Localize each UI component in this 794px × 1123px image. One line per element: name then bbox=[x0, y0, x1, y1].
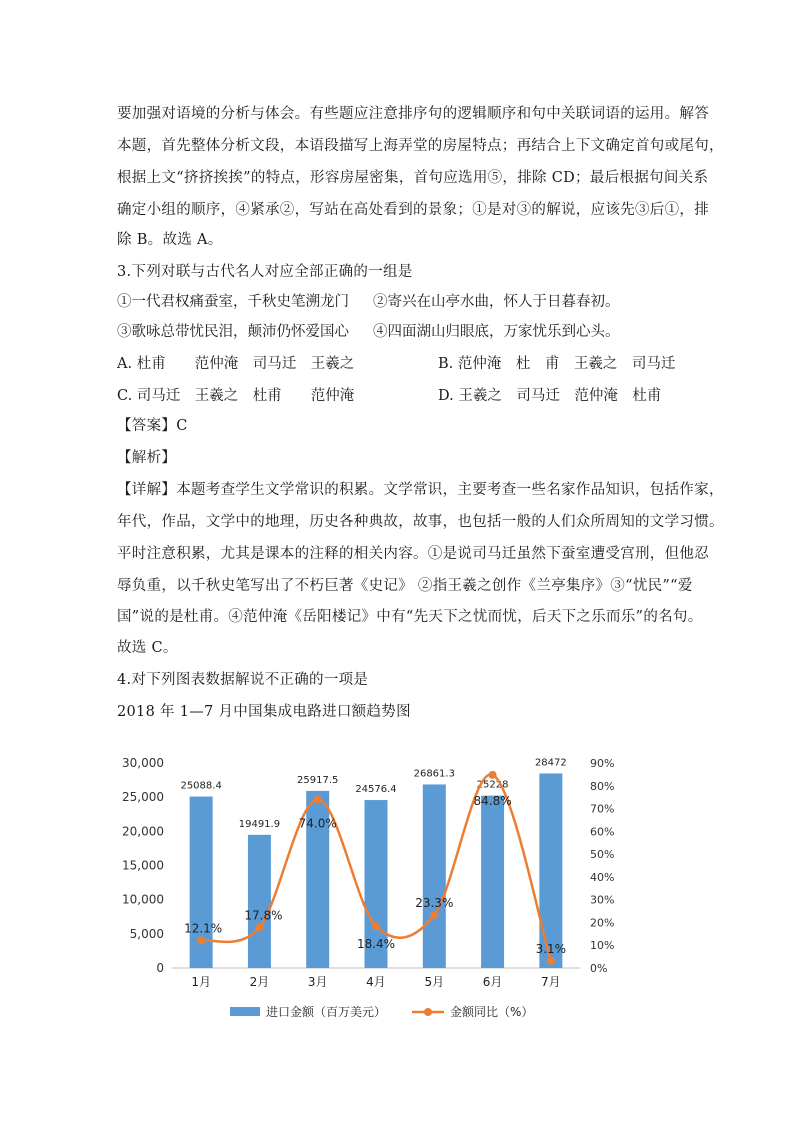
legend-bar-label: 进口金额（百万美元） bbox=[266, 1005, 387, 1019]
couplet-item: ②寄兴在山亭水曲，怀人于日暮春初。 bbox=[373, 294, 620, 310]
bar bbox=[248, 835, 271, 968]
couplet-item: ③歌咏总带忧民泪，颠沛仍怀爱国心 bbox=[117, 324, 349, 340]
option-d: D. 王羲之 司马迁 范仲淹 杜甫 bbox=[438, 388, 662, 404]
analysis-label: 【解析】 bbox=[117, 450, 177, 466]
x-axis-tick-label: 1月 bbox=[191, 975, 211, 989]
yoy-point bbox=[197, 936, 205, 944]
x-axis-tick-label: 4月 bbox=[366, 975, 386, 989]
yoy-point bbox=[372, 922, 380, 930]
detail-line: 【详解】本题考查学生文学常识的积累。文学常识，主要考查一些名家作品知识，包括作家， bbox=[117, 482, 724, 498]
right-axis-tick-label: 30% bbox=[590, 893, 615, 907]
couplet-item: ①一代君权痛蚕室，千秋史笔溯龙门 bbox=[117, 294, 349, 310]
bar bbox=[539, 773, 562, 968]
right-axis-tick-label: 60% bbox=[590, 825, 615, 839]
bar bbox=[481, 796, 504, 968]
chart-caption: 2018 年 1—7 月中国集成电路进口额趋势图 bbox=[117, 704, 411, 720]
bar-data-label: 26861.3 bbox=[413, 768, 455, 780]
yoy-data-label: 74.0% bbox=[298, 816, 337, 831]
left-axis-tick-label: 10,000 bbox=[122, 892, 164, 907]
couplet-item: ④四面湖山归眼底，万家忧乐到心头。 bbox=[373, 324, 620, 340]
bar-data-label: 19491.9 bbox=[238, 818, 281, 830]
question-title: 3.下列对联与古代名人对应全部正确的一组是 bbox=[117, 264, 413, 280]
bar bbox=[423, 784, 446, 968]
left-axis-tick-label: 25,000 bbox=[122, 790, 164, 805]
x-axis-tick-label: 6月 bbox=[482, 975, 503, 989]
left-axis-tick-label: 15,000 bbox=[122, 858, 164, 873]
detail-line: 平时注意积累，尤其是课本的注释的相关内容。①是说司马迁虽然下蚕室遭受宫刑，但他忍 bbox=[117, 546, 709, 562]
bar-data-label: 25917.5 bbox=[297, 774, 339, 786]
bar-data-label: 25088.4 bbox=[180, 780, 222, 792]
yoy-data-label: 3.1% bbox=[535, 941, 567, 956]
legend-line-label: 金额同比（%） bbox=[450, 1005, 534, 1019]
paragraph-line: 确定小组的顺序，④紧承②，写站在高处看到的景象；①是对③的解说，应该先③后①，排 bbox=[117, 202, 709, 218]
legend-bar-swatch bbox=[230, 1007, 260, 1016]
left-axis-tick-label: 20,000 bbox=[122, 824, 164, 839]
detail-line: 故选 C。 bbox=[117, 640, 178, 656]
bar-data-label: 24576.4 bbox=[355, 784, 397, 796]
right-axis-tick-label: 0% bbox=[590, 962, 608, 975]
right-axis-tick-label: 70% bbox=[590, 802, 615, 816]
bar-data-label: 28472 bbox=[534, 757, 567, 769]
right-axis-tick-label: 10% bbox=[590, 939, 615, 953]
right-axis-tick-label: 50% bbox=[590, 848, 615, 862]
right-axis-tick-label: 20% bbox=[590, 916, 615, 930]
yoy-point bbox=[255, 923, 263, 931]
detail-line: 辱负重，以千秋史笔写出了不朽巨著《史记》 ②指王羲之创作《兰亭集序》③“忧民”“爱 bbox=[117, 578, 693, 594]
paragraph-line: 要加强对语境的分析与体会。有些题应注意排序句的逻辑顺序和句中关联词语的运用。解答 bbox=[117, 106, 709, 122]
answer-line: 【答案】C bbox=[117, 418, 188, 434]
yoy-point bbox=[547, 957, 555, 965]
option-a: A. 杜甫 范仲淹 司马迁 王羲之 bbox=[117, 356, 355, 372]
yoy-point bbox=[430, 911, 438, 919]
left-axis-tick-label: 0 bbox=[156, 961, 164, 975]
left-axis-tick-label: 5,000 bbox=[129, 926, 164, 941]
x-axis-tick-label: 5月 bbox=[424, 975, 445, 989]
yoy-point bbox=[314, 795, 322, 803]
option-b: B. 范仲淹 杜 甫 王羲之 司马迁 bbox=[438, 356, 676, 372]
right-axis-tick-label: 80% bbox=[590, 779, 615, 793]
bar-data-label: 25228 bbox=[476, 779, 509, 791]
yoy-point bbox=[489, 771, 497, 779]
detail-line: 年代，作品，文学中的地理，历史各种典故，故事，也包括一般的人们众所周知的文学习惯。 bbox=[117, 514, 724, 530]
question-title: 4.对下列图表数据解说不正确的一项是 bbox=[117, 672, 369, 688]
paragraph-line: 除 B。故选 A。 bbox=[117, 232, 223, 248]
right-axis-tick-label: 40% bbox=[590, 870, 615, 884]
x-axis-tick-label: 2月 bbox=[249, 975, 270, 989]
yoy-data-label: 17.8% bbox=[244, 908, 283, 923]
paragraph-line: 本题，首先整体分析文段，本语段描写上海弄堂的房屋特点；再结合上下文确定首句或尾句， bbox=[117, 138, 724, 154]
option-c: C. 司马迁 王羲之 杜甫 范仲淹 bbox=[117, 388, 355, 404]
x-axis-tick-label: 7月 bbox=[541, 975, 561, 989]
legend-line-marker bbox=[424, 1008, 432, 1016]
right-axis-tick-label: 90% bbox=[590, 757, 615, 770]
yoy-data-label: 84.8% bbox=[473, 793, 512, 808]
yoy-data-label: 18.4% bbox=[356, 937, 396, 952]
detail-line: 国”说的是杜甫。④范仲淹《岳阳楼记》中有“先天下之忧而忧，后天下之乐而乐”的名句。 bbox=[117, 609, 703, 625]
yoy-data-label: 23.3% bbox=[415, 895, 454, 910]
chart-svg bbox=[112, 748, 632, 1033]
x-axis-tick-label: 3月 bbox=[307, 975, 328, 989]
left-axis-tick-label: 30,000 bbox=[122, 756, 164, 770]
yoy-data-label: 12.1% bbox=[184, 921, 223, 936]
paragraph-line: 根据上文“挤挤挨挨”的特点，形容房屋密集，首句应选用⑤，排除 CD；最后根据句间关系 bbox=[117, 170, 709, 186]
import-trend-chart bbox=[112, 748, 632, 1033]
